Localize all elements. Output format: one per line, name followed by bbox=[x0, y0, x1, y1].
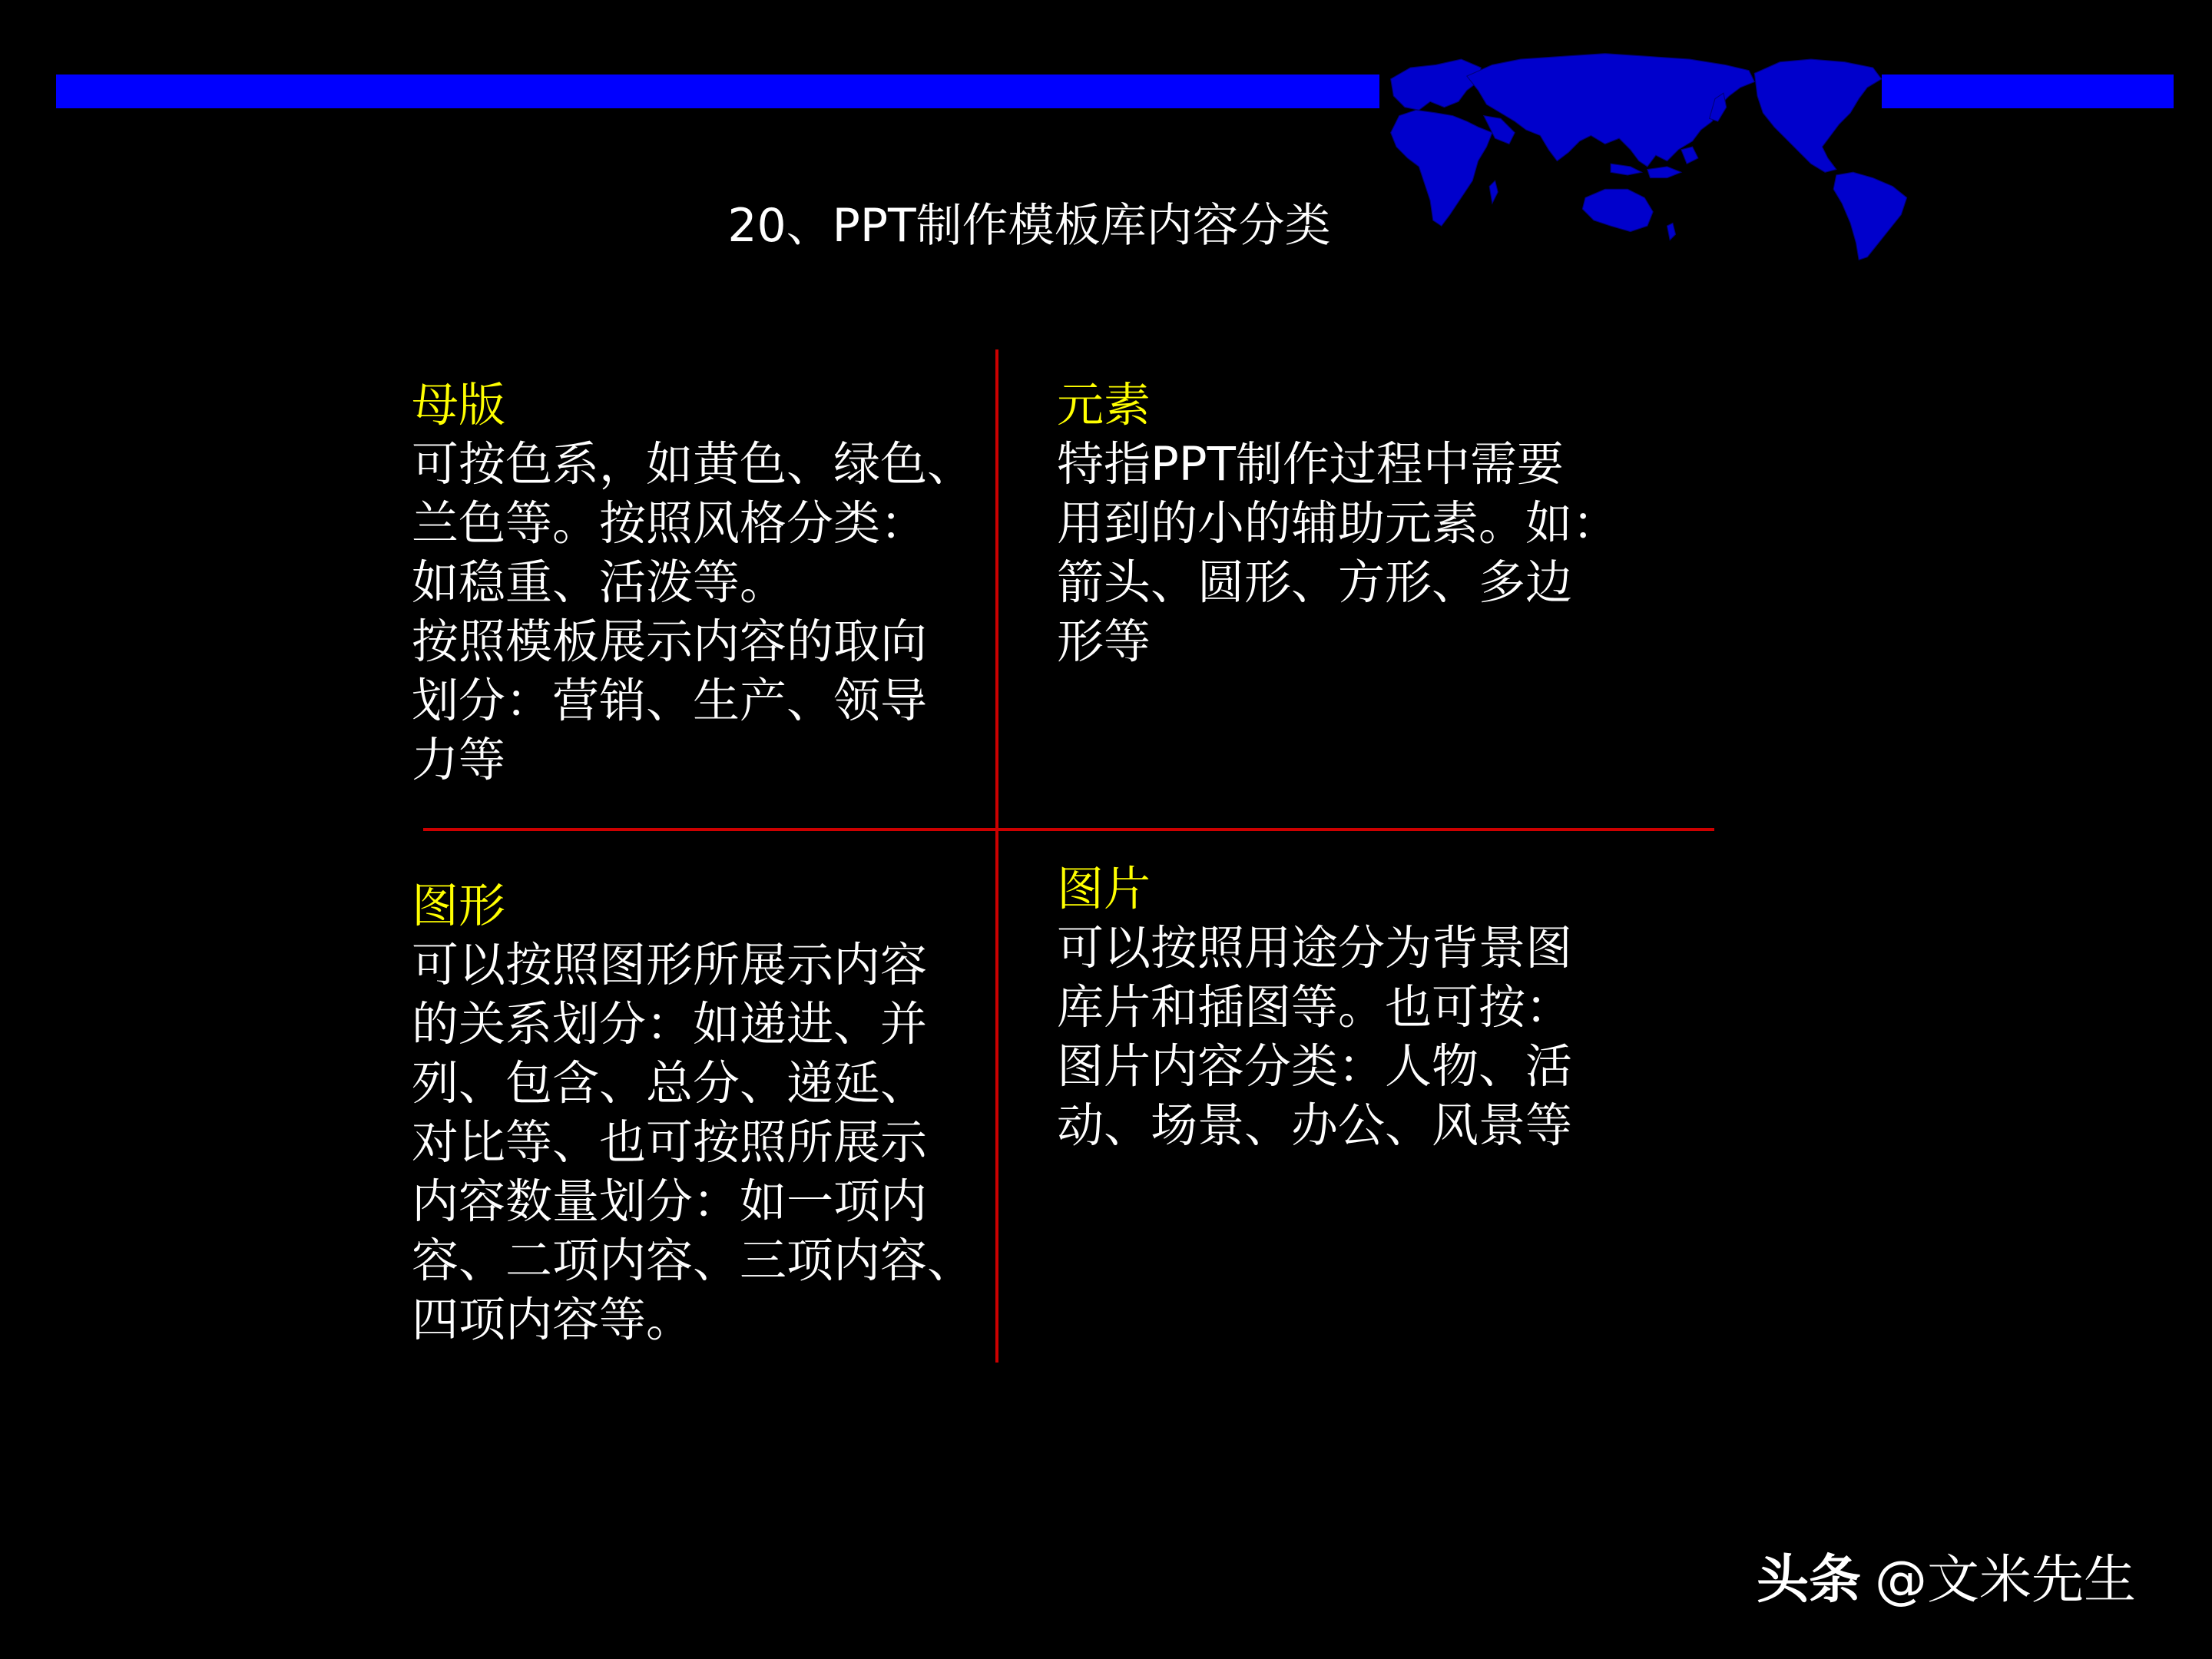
quadrant-text-line: 对比等、也可按照所展示 bbox=[412, 1115, 928, 1170]
quadrant-text-line: 兰色等。按照风格分类： bbox=[412, 496, 928, 551]
islands-new-guinea bbox=[1647, 167, 1681, 178]
watermark-handle: @文米先生 bbox=[1875, 1550, 2137, 1611]
continent-north-america bbox=[1754, 59, 1881, 172]
continent-europe bbox=[1391, 59, 1482, 110]
quadrant-text-line: 四项内容等。 bbox=[412, 1293, 694, 1347]
watermark-brand: 头条 bbox=[1757, 1550, 1862, 1611]
horizontal-divider bbox=[423, 828, 1714, 831]
quadrant-text-line: 内容数量划分：如一项内 bbox=[412, 1174, 928, 1229]
quadrant-text-line: 可以按照图形所展示内容 bbox=[412, 938, 928, 992]
island-madagascar bbox=[1489, 180, 1498, 203]
watermark bbox=[1757, 1551, 2136, 1610]
quadrant-heading: 元素 bbox=[1057, 378, 1151, 432]
quadrant-text-line: 的关系划分：如递进、并 bbox=[412, 997, 928, 1051]
quadrant-graphics bbox=[412, 876, 974, 1349]
quadrant-text-line: 用到的小的辅助元素。如： bbox=[1057, 496, 1620, 551]
quadrant-pictures bbox=[1057, 859, 1572, 1155]
header-bar-right bbox=[1882, 75, 2174, 108]
quadrant-text-line: 划分：营销、生产、领导 bbox=[412, 674, 928, 728]
quadrant-text-line: 按照模板展示内容的取向 bbox=[412, 614, 928, 669]
vertical-divider bbox=[995, 349, 998, 1363]
quadrant-text-line: 库片和插图等。也可按： bbox=[1057, 980, 1573, 1035]
quadrant-heading: 母版 bbox=[412, 378, 506, 432]
continent-australia bbox=[1582, 189, 1653, 231]
quadrant-text-line: 如稳重、活泼等。 bbox=[412, 555, 787, 610]
quadrant-text-line: 图片内容分类：人物、活 bbox=[1057, 1039, 1573, 1094]
quadrant-text-line: 容、二项内容、三项内容、 bbox=[412, 1233, 975, 1288]
continent-south-america bbox=[1833, 172, 1906, 260]
quadrant-master bbox=[412, 376, 974, 790]
quadrant-elements bbox=[1057, 376, 1619, 671]
quadrant-text-line: 列、包含、总分、递延、 bbox=[412, 1056, 928, 1111]
quadrant-heading: 图片 bbox=[1057, 862, 1151, 916]
header-bar-left bbox=[56, 75, 1379, 108]
quadrant-text-line: 力等 bbox=[412, 733, 506, 787]
quadrant-text-line: 可以按照用途分为背景图 bbox=[1057, 921, 1573, 975]
world-map-icon bbox=[1379, 51, 1921, 263]
quadrant-text-line: 动、场景、办公、风景等 bbox=[1057, 1098, 1573, 1153]
quadrant-text-line: 箭头、圆形、方形、多边 bbox=[1057, 555, 1573, 610]
quadrant-text-line: 形等 bbox=[1057, 614, 1151, 669]
continent-asia bbox=[1467, 54, 1755, 167]
quadrant-text-line: 可按色系，如黄色、绿色、 bbox=[412, 437, 975, 492]
quadrant-text-line: 特指PPT制作过程中需要 bbox=[1057, 437, 1564, 492]
quadrant-heading: 图形 bbox=[412, 879, 506, 933]
islands-philippines bbox=[1681, 147, 1698, 164]
island-new-zealand bbox=[1667, 223, 1676, 240]
islands-sumatra bbox=[1611, 164, 1641, 175]
slide-title: 20、PPT制作模板库内容分类 bbox=[727, 199, 1331, 253]
